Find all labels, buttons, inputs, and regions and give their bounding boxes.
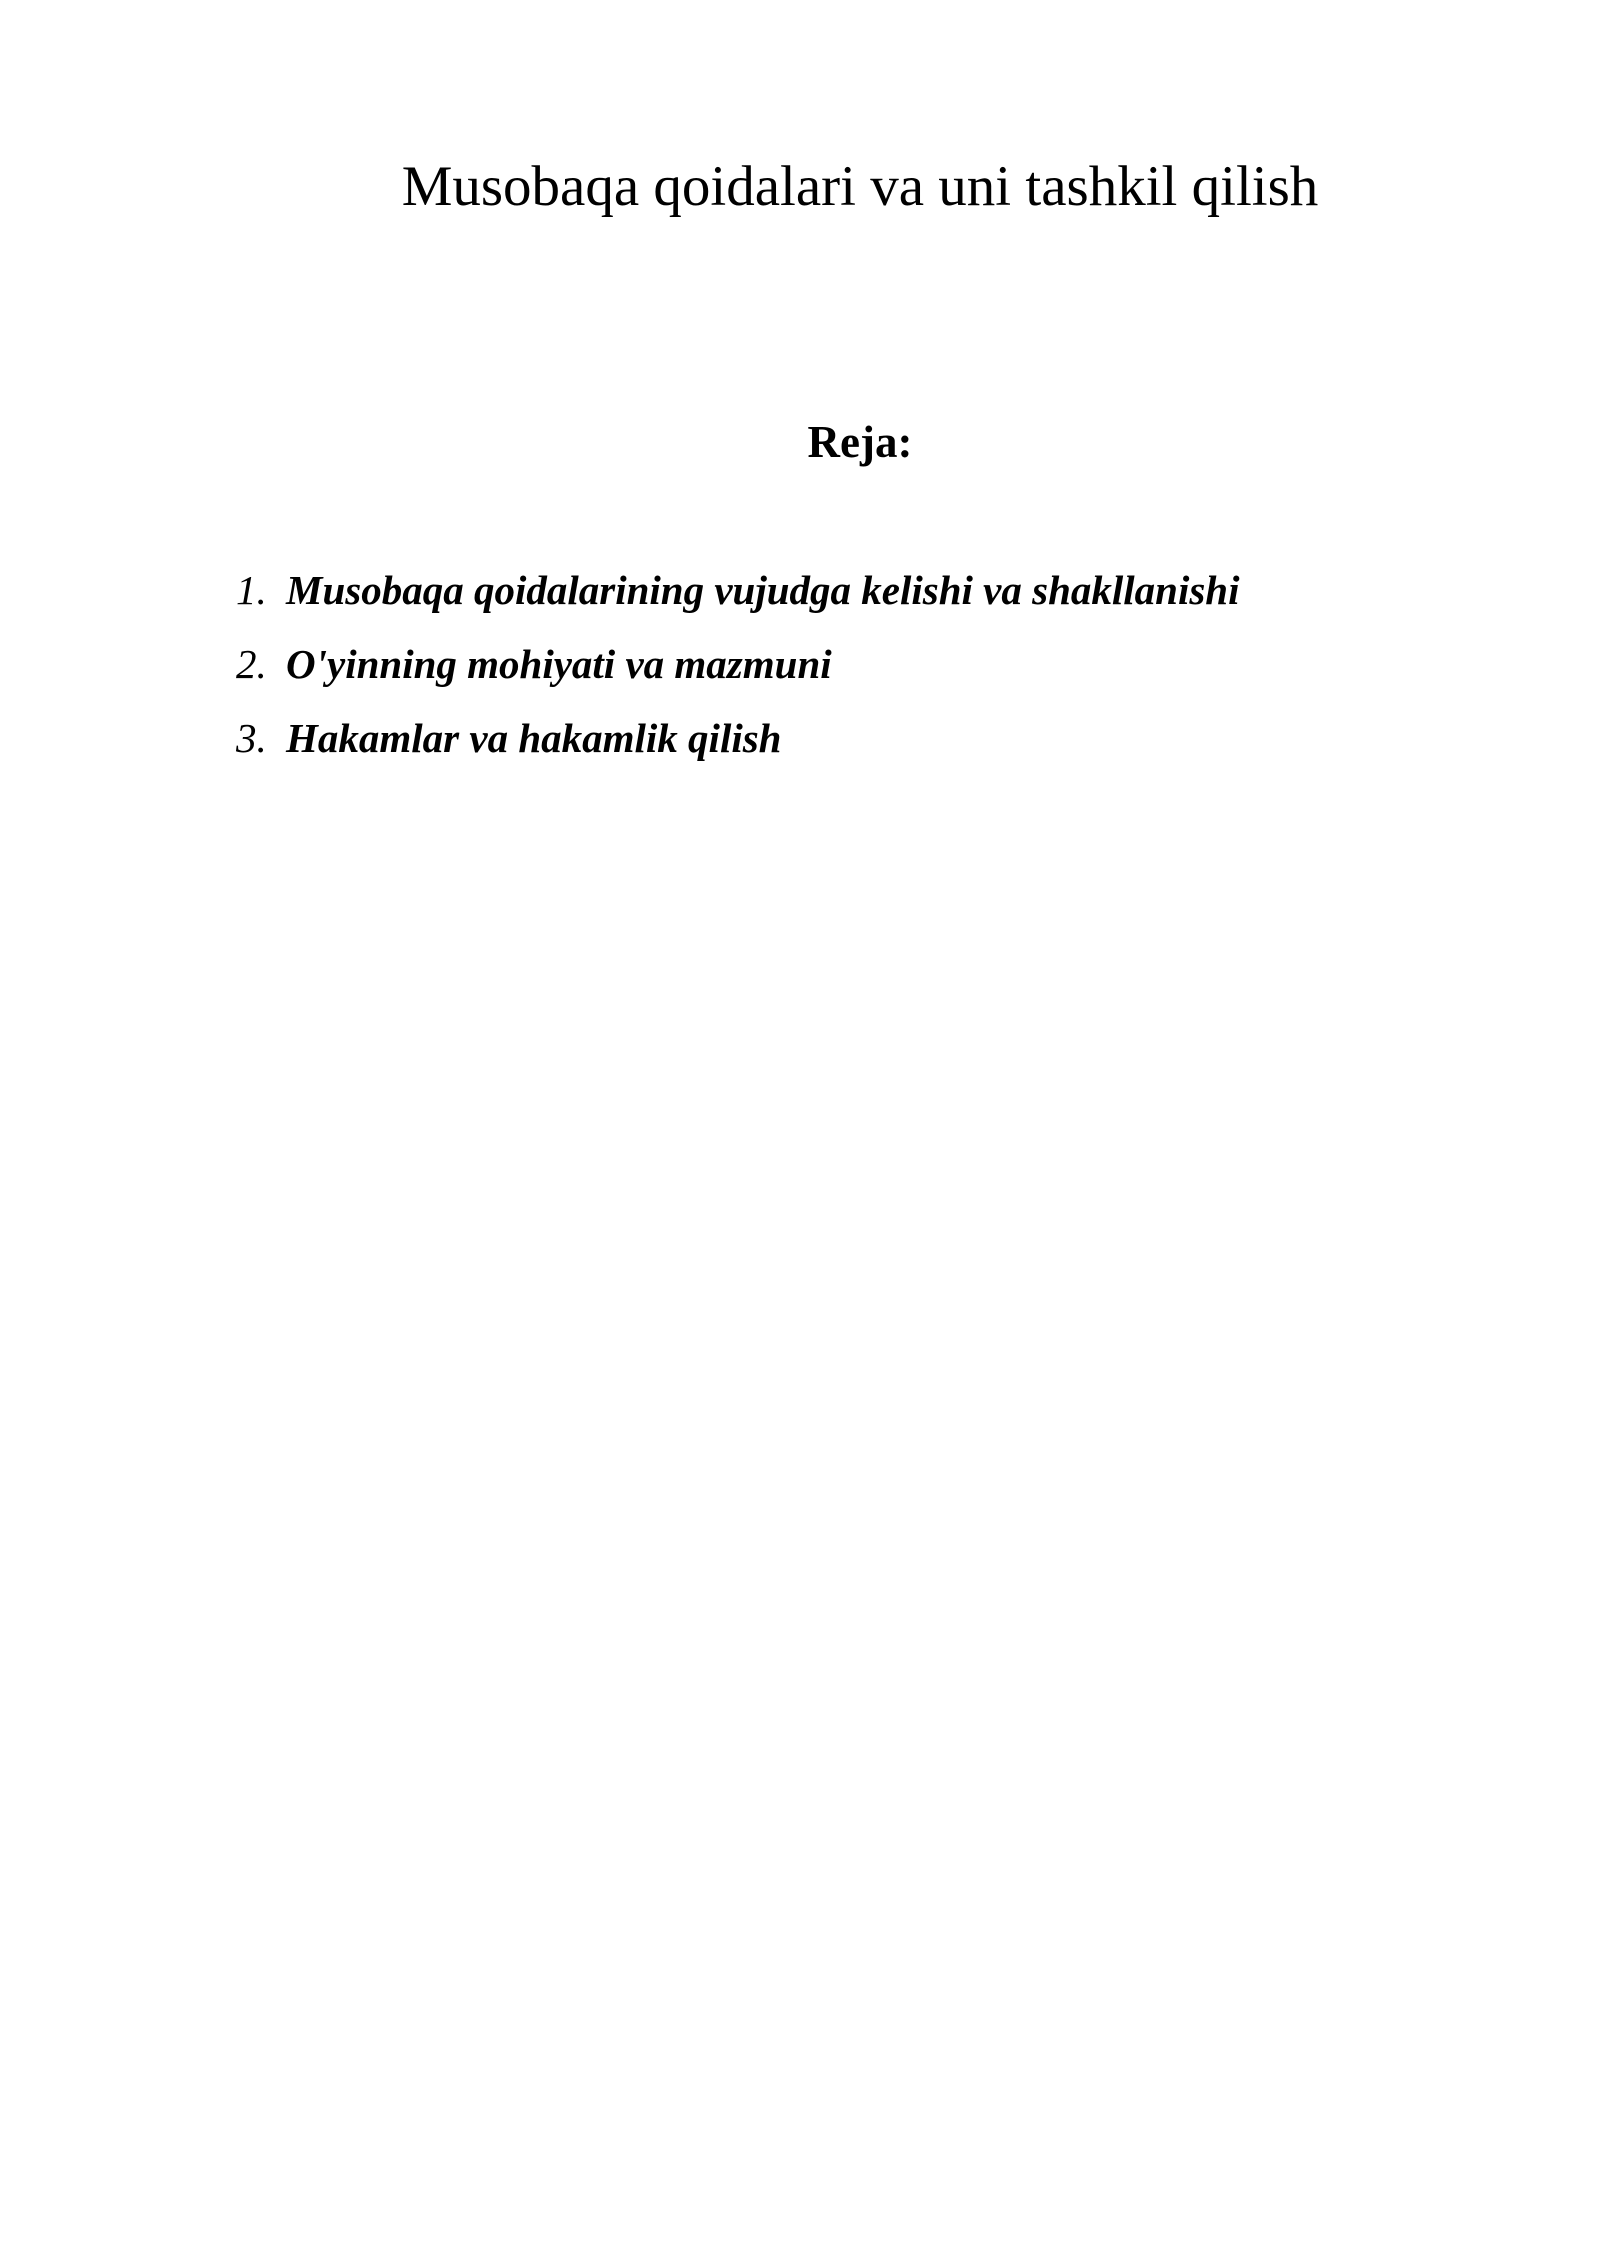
plan-heading: Reja: xyxy=(807,417,913,467)
plan-item-3 xyxy=(236,708,1240,782)
plan-list xyxy=(236,560,1240,782)
plan-item-number: 2. xyxy=(236,641,267,687)
plan-item-2 xyxy=(236,634,1240,708)
plan-item-number: 3. xyxy=(236,715,267,761)
plan-item-text: Hakamlar va hakamlik qilish xyxy=(286,715,782,761)
document-title: Musobaqa qoidalari va uni tashkil qilish xyxy=(401,155,1319,218)
plan-item-1 xyxy=(236,560,1240,634)
plan-item-text: Musobaqa qoidalarining vujudga kelishi va shakllanishi xyxy=(286,567,1240,613)
plan-item-text: O'yinning mohiyati va mazmuni xyxy=(286,641,832,687)
plan-item-number: 1. xyxy=(236,567,267,613)
